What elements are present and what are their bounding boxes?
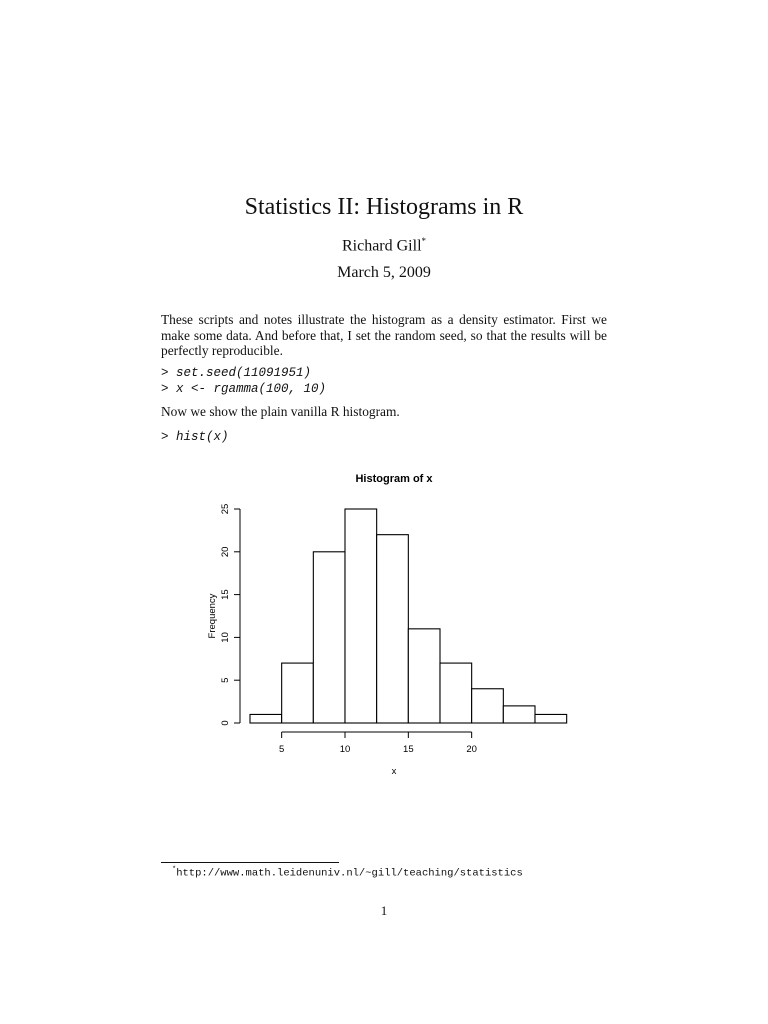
code-line-hist: hist(x)	[176, 430, 229, 444]
author-line	[0, 236, 768, 255]
footnote-url: http://www.math.leidenuniv.nl/~gill/teaching/statistics	[176, 867, 523, 880]
text-paragraph-2: Now we show the plain vanilla R histogram.	[161, 404, 400, 419]
y-tick-label: 20	[220, 546, 231, 558]
code-prompt: >	[161, 430, 169, 444]
paper-date: March 5, 2009	[337, 264, 431, 281]
histogram-bar	[313, 552, 345, 723]
x-tick-label: 15	[403, 744, 414, 755]
code-prompt: >	[161, 381, 169, 396]
histogram-bar	[250, 714, 282, 723]
histogram-chart	[190, 462, 590, 782]
x-axis-label: x	[391, 766, 397, 777]
y-tick-label: 15	[220, 589, 231, 600]
code-block-2	[161, 430, 229, 446]
footnote	[172, 866, 523, 880]
code-line-set-seed: set.seed(11091951)	[176, 366, 312, 380]
x-tick-label: 5	[279, 744, 285, 755]
code-block-1	[161, 366, 326, 397]
author-name: Richard Gill	[341, 237, 422, 255]
footnote-rule	[161, 862, 339, 863]
y-tick-label: 25	[220, 503, 231, 515]
histogram-bar	[503, 706, 535, 723]
paper-title: Statistics II: Histograms in R	[244, 194, 524, 220]
page-number: 1	[380, 903, 388, 918]
y-tick-label: 5	[220, 677, 231, 683]
y-tick-label: 0	[220, 720, 231, 726]
footnote-mark: *	[172, 866, 177, 874]
histogram-bar	[345, 509, 377, 723]
y-tick-label: 10	[220, 632, 231, 643]
histogram-bar	[282, 663, 314, 723]
code-line-rgamma: x <- rgamma(100, 10)	[176, 381, 327, 396]
y-axis-label: Frequency	[207, 593, 218, 639]
histogram-bar	[377, 535, 409, 723]
code-prompt: >	[161, 366, 169, 380]
histogram-bar	[535, 714, 567, 723]
histogram-bar	[408, 629, 440, 723]
intro-paragraph: These scripts and notes illustrate the histogram as a density estimator. First we make some data. And before that, I set the random seed, so that the results will be perfectly reproducible.	[161, 312, 607, 358]
author-footnote-mark: *	[421, 236, 427, 246]
histogram-bar	[440, 663, 472, 723]
x-tick-label: 10	[339, 744, 351, 755]
x-tick-label: 20	[466, 744, 477, 755]
histogram-bar	[472, 689, 504, 723]
chart-title: Histogram of x	[355, 473, 433, 485]
